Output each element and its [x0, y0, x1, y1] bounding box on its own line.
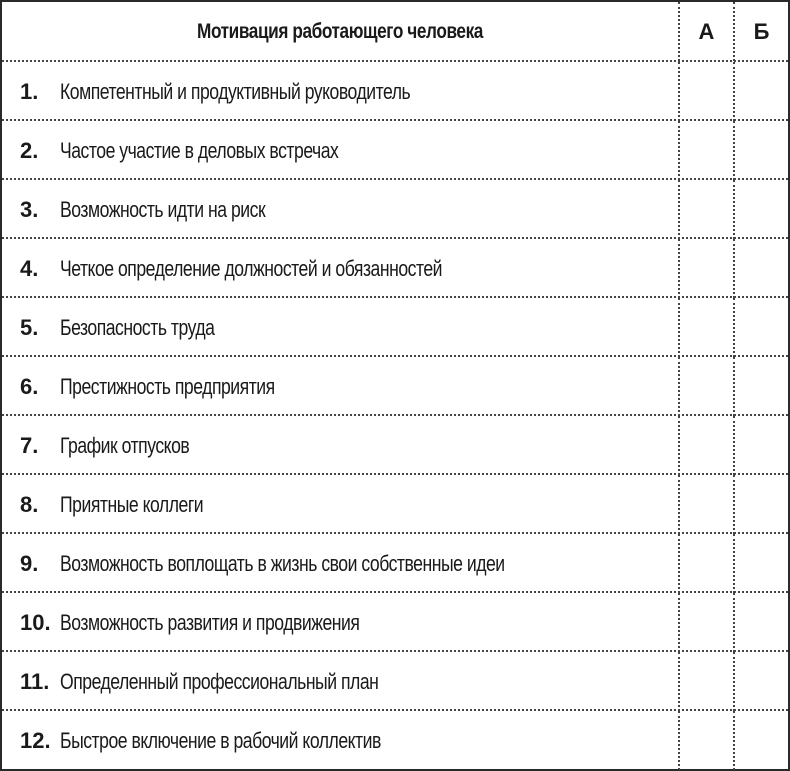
cell-b[interactable] [733, 239, 788, 298]
item-cell [2, 180, 678, 239]
cell-b[interactable] [733, 475, 788, 534]
item-text: Быстрое включение в рабочий коллектив [60, 727, 381, 753]
table-row [2, 709, 788, 770]
cell-a[interactable] [678, 652, 733, 711]
item-cell [2, 357, 678, 416]
table-header-row [2, 2, 788, 61]
cell-b[interactable] [733, 180, 788, 239]
item-cell [2, 652, 678, 711]
item-cell [2, 298, 678, 357]
table-row [2, 355, 788, 416]
cell-a[interactable] [678, 711, 733, 770]
item-text: Возможность идти на риск [60, 196, 266, 222]
cell-a[interactable] [678, 298, 733, 357]
item-cell [2, 475, 678, 534]
cell-a[interactable] [678, 357, 733, 416]
item-number: 2. [20, 137, 39, 163]
cell-a[interactable] [678, 62, 733, 121]
cell-a[interactable] [678, 180, 733, 239]
cell-a[interactable] [678, 534, 733, 593]
item-cell [2, 121, 678, 180]
cell-a[interactable] [678, 475, 733, 534]
item-text: График отпусков [60, 432, 190, 458]
item-text: Престижность предприятия [60, 373, 275, 399]
table-row [2, 296, 788, 357]
item-text: Частое участие в деловых встречах [60, 137, 339, 163]
item-number: 10. [20, 609, 51, 635]
cell-b[interactable] [733, 357, 788, 416]
table-row [2, 237, 788, 298]
cell-b[interactable] [733, 121, 788, 180]
cell-a[interactable] [678, 121, 733, 180]
item-cell [2, 62, 678, 121]
table-row [2, 178, 788, 239]
cell-b[interactable] [733, 593, 788, 652]
cell-a[interactable] [678, 416, 733, 475]
header-title: Мотивация работающего человека [197, 19, 483, 43]
item-text: Возможность воплощать в жизнь свои собственные идеи [60, 550, 505, 576]
item-cell [2, 239, 678, 298]
cell-b[interactable] [733, 711, 788, 770]
item-number: 6. [20, 373, 39, 399]
item-text: Безопасность труда [60, 314, 215, 340]
table-row [2, 473, 788, 534]
item-cell [2, 416, 678, 475]
item-text: Компетентный и продуктивный руководитель [60, 78, 411, 104]
table-row [2, 532, 788, 593]
item-number: 9. [20, 550, 39, 576]
cell-a[interactable] [678, 593, 733, 652]
item-number: 4. [20, 255, 39, 281]
cell-b[interactable] [733, 416, 788, 475]
item-number: 7. [20, 432, 39, 458]
cell-b[interactable] [733, 534, 788, 593]
item-cell [2, 534, 678, 593]
header-col-b: Б [733, 2, 788, 61]
item-text: Определенный профессиональный план [60, 668, 379, 694]
cell-b[interactable] [733, 62, 788, 121]
item-text: Приятные коллеги [60, 491, 204, 517]
item-number: 1. [20, 78, 39, 104]
table-row [2, 60, 788, 121]
item-number: 11. [20, 668, 50, 694]
item-number: 5. [20, 314, 39, 340]
item-number: 3. [20, 196, 39, 222]
item-cell [2, 711, 678, 770]
cell-b[interactable] [733, 652, 788, 711]
item-text: Возможность развития и продвижения [60, 609, 360, 635]
cell-a[interactable] [678, 239, 733, 298]
header-col-a: А [678, 2, 733, 61]
item-text: Четкое определение должностей и обязанностей [60, 255, 443, 281]
table-row [2, 591, 788, 652]
table-row [2, 414, 788, 475]
item-cell [2, 593, 678, 652]
table-row [2, 119, 788, 180]
item-number: 12. [20, 727, 51, 753]
item-number: 8. [20, 491, 39, 517]
table-row [2, 650, 788, 711]
cell-b[interactable] [733, 298, 788, 357]
